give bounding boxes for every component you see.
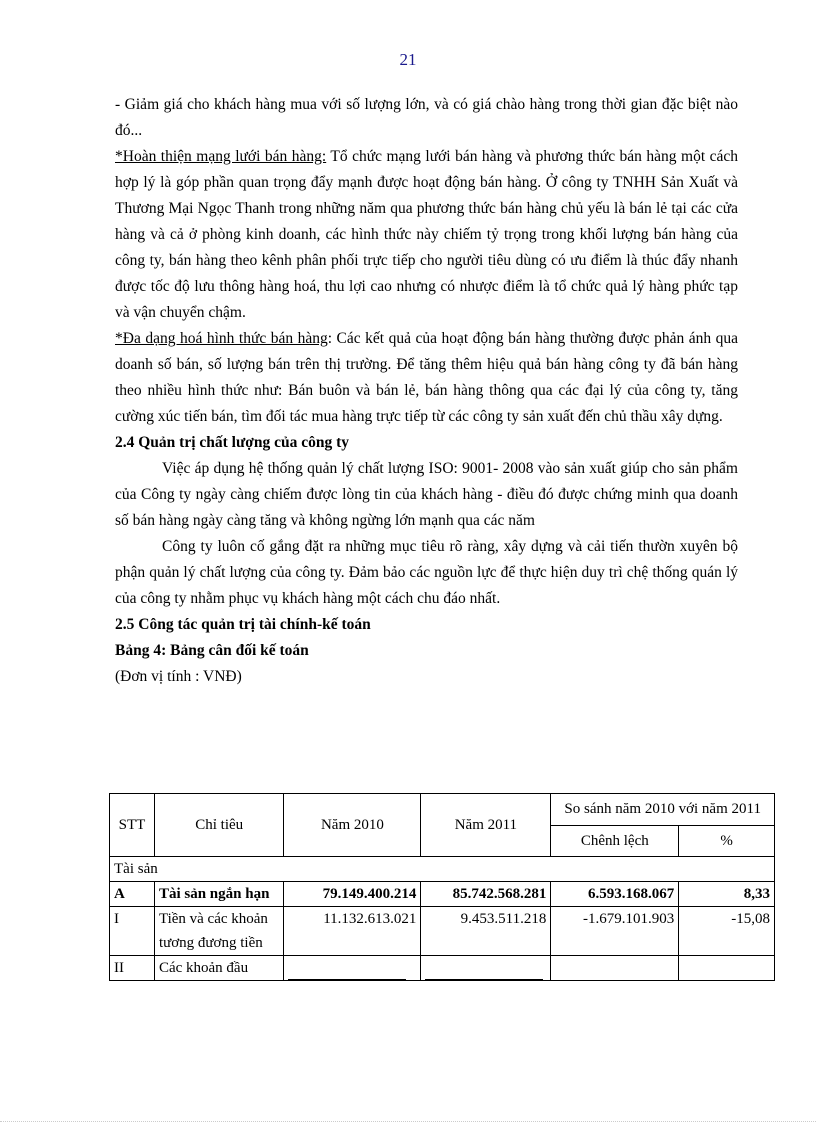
- paragraph-discount: - Giảm giá cho khách hàng mua với số lượng lớn, và có giá chào hàng trong thời gian đặc biệt nào đó...: [115, 96, 738, 139]
- blank-underline: [425, 961, 543, 980]
- sales-diversity-label: *Đa dạng hoá hình thức bán hàng: [115, 330, 328, 347]
- row-stt: A: [110, 882, 155, 907]
- row-chi-tieu: Tài sản ngắn hạn: [154, 882, 284, 907]
- page-number: 21: [399, 50, 417, 69]
- header-chi-tieu: Chỉ tiêu: [154, 794, 284, 857]
- header-nam-2011: Năm 2011: [421, 794, 551, 857]
- table-row: [110, 907, 775, 956]
- table-unit: (Đơn vị tính : VNĐ): [115, 668, 242, 685]
- header-percent: %: [679, 825, 775, 857]
- section-heading-finance: 2.5 Công tác quản trị tài chính-kế toán: [115, 616, 371, 633]
- header-so-sanh: So sánh năm 2010 với năm 2011: [551, 794, 775, 826]
- table-caption: Bảng 4: Bảng cân đối kế toán: [115, 642, 309, 659]
- sales-network-label: *Hoàn thiện mạng lưới bán hàng:: [115, 148, 327, 165]
- row-nam-2011: 85.742.568.281: [421, 882, 551, 907]
- paragraph-sales-diversity: [115, 326, 738, 430]
- header-nam-2010: Năm 2010: [284, 794, 421, 857]
- row-chenh-lech: [551, 956, 679, 981]
- row-percent: 8,33: [679, 882, 775, 907]
- row-nam-2010: 79.149.400.214: [284, 882, 421, 907]
- row-percent: [679, 956, 775, 981]
- table-row: [110, 882, 775, 907]
- row-chenh-lech: 6.593.168.067: [551, 882, 679, 907]
- row-nam-2011: [421, 956, 551, 981]
- row-nam-2010: [284, 956, 421, 981]
- table-row: [110, 956, 775, 981]
- header-chenh-lech: Chênh lệch: [551, 825, 679, 857]
- balance-sheet-table: [109, 793, 775, 981]
- table-section-row: [110, 857, 775, 882]
- document-body: [115, 92, 738, 690]
- page-bottom-divider: [0, 1121, 816, 1122]
- paragraph-quality-goals: Công ty luôn cố gắng đặt ra những mục tiêu rõ ràng, xây dựng và cải tiến thườn xuyên bộ phận quản lý chất lượng của công ty. Đảm bảo các nguồn lực để thực hiện duy trì chệ thống quán lý của công ty nhằm phục vụ khách hàng một cách chu đáo nhất.: [115, 538, 738, 607]
- row-nam-2011: 9.453.511.218: [421, 907, 551, 956]
- paragraph-sales-network: [115, 144, 738, 326]
- section-tai-san: Tài sản: [110, 857, 775, 882]
- section-heading-quality: 2.4 Quản trị chất lượng của công ty: [115, 434, 350, 451]
- row-stt: II: [110, 956, 155, 981]
- row-nam-2010: 11.132.613.021: [284, 907, 421, 956]
- header-stt: STT: [110, 794, 155, 857]
- blank-underline: [288, 961, 406, 980]
- table-header-row: [110, 794, 775, 826]
- row-stt: I: [110, 907, 155, 956]
- row-chi-tieu: Tiền và các khoản tương đương tiền: [154, 907, 284, 956]
- row-chi-tieu: Các khoản đầu: [154, 956, 284, 981]
- sales-network-text: Tổ chức mạng lưới bán hàng và phương thức bán hàng một cách hợp lý là góp phần quan trọng đẩy mạnh được hoạt động bán hàng. Ở công ty TNHH Sản Xuất và Thương Mại Ngọc Thanh trong những năm qua phương thức bán hàng chủ yếu là bán lẻ tại các cửa hàng và cả ở phòng kinh doanh, các hình thức này chiếm tỷ trọng trong khối lượng bán hàng của công ty, bán hàng theo kênh phân phối trực tiếp cho người tiêu dùng có ưu điểm là thúc đẩy nhanh được tốc độ lưu thông hàng hoá, thu lợi cao nhưng có nhược điểm là tổ chức quả lý hàng phức tạp và vận chuyển chậm.: [115, 148, 738, 321]
- row-chenh-lech: -1.679.101.903: [551, 907, 679, 956]
- sales-diversity-text: : Các kết quả của hoạt động bán hàng thường được phản ánh qua doanh số bán, số lượng bán trên thị trường. Để tăng thêm hiệu quả bán hàng công ty đã bán hàng theo nhiều hình thức như: Bán buôn và bán lẻ, bán hàng thông qua các đại lý của công ty, tăng cường xúc tiến bán, tìm đối tác mua hàng trực tiếp từ các công ty sản xuất đến chủ thầu xây dựng.: [115, 330, 738, 425]
- row-percent: -15,08: [679, 907, 775, 956]
- paragraph-iso: Việc áp dụng hệ thống quản lý chất lượng ISO: 9001- 2008 vào sản xuất giúp cho sản phẩm của Công ty ngày càng chiếm được lòng tin của khách hàng - điều đó được chứng minh qua doanh số bán hàng ngày càng tăng và không ngừng lớn mạnh qua các năm: [115, 460, 738, 529]
